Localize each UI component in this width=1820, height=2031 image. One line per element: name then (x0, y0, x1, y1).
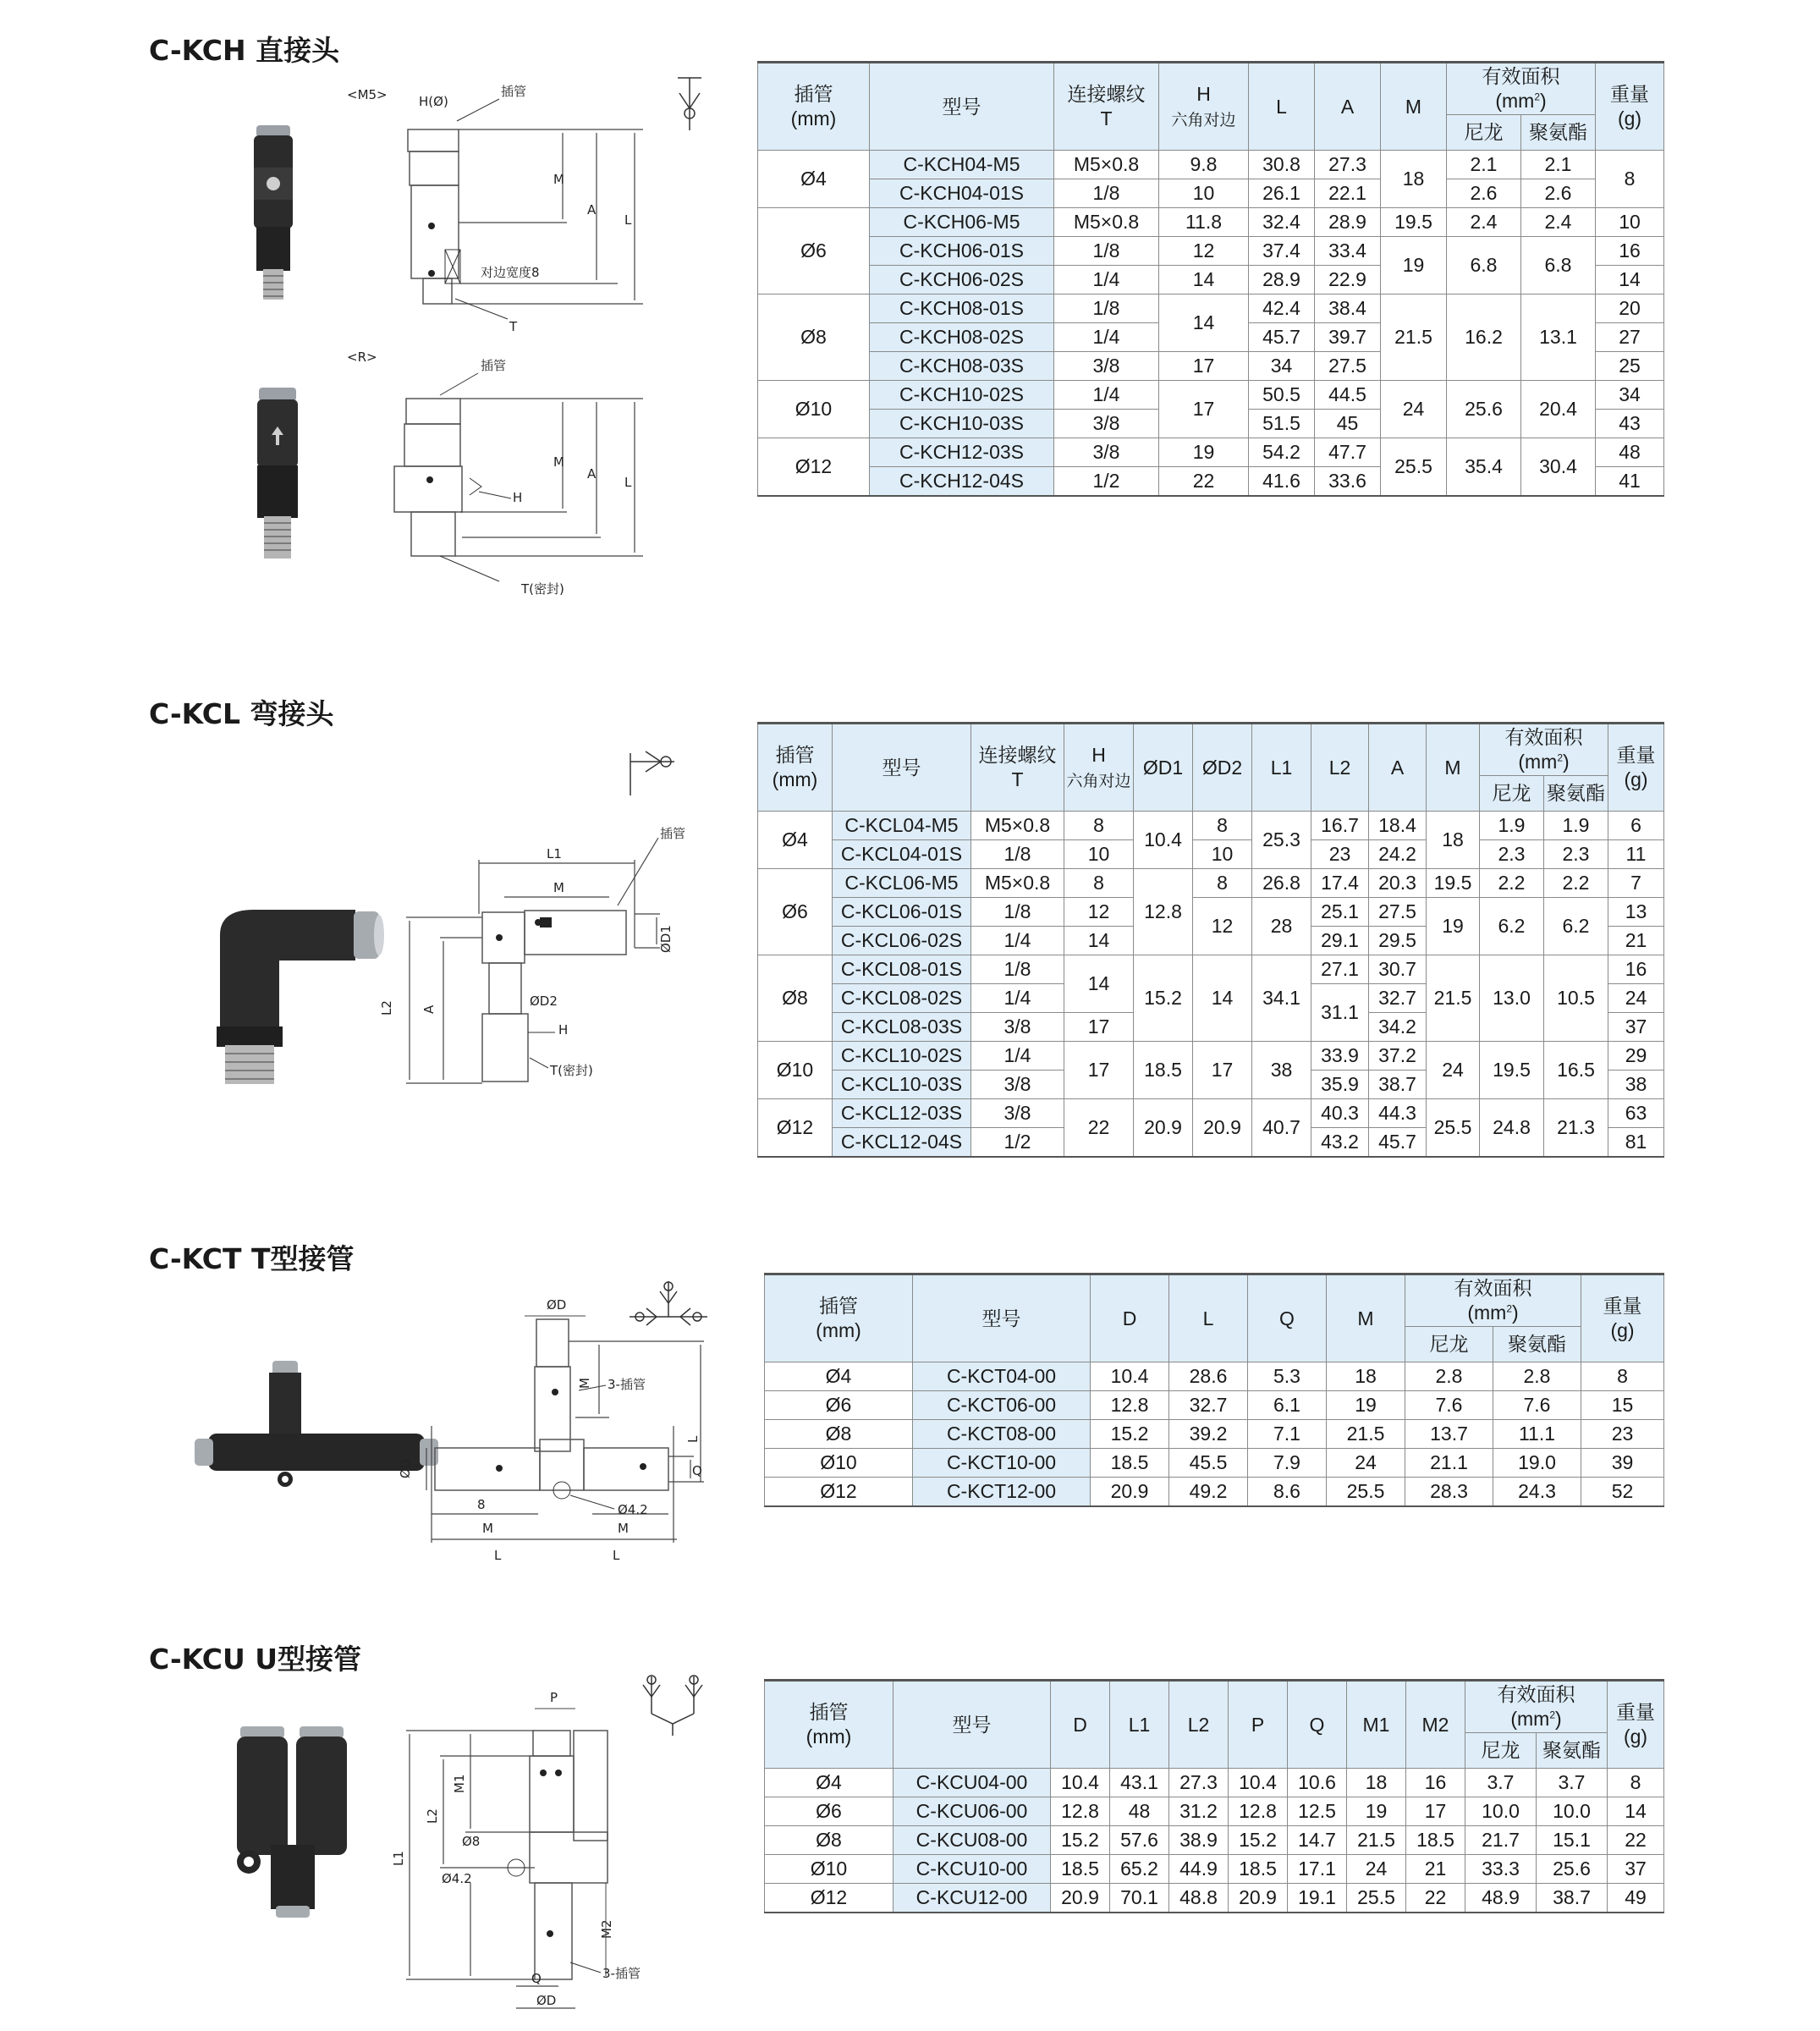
kch-h-label: H(Ø) (419, 94, 448, 109)
kch-m5-photo (250, 125, 297, 303)
table-row: Ø12 C-KCU12-00 20.9 70.1 48.8 20.9 19.1 25.5 22 48.9 38.7 49 (765, 1884, 1664, 1913)
col-tube: 插管 (mm) (765, 1274, 913, 1362)
table-row: Ø4 C-KCL04-M5 M5×0.8 8 10.4 8 25.3 16.7 18.4 18 1.9 1.9 6 (758, 812, 1664, 840)
col-q: Q (1288, 1681, 1347, 1769)
section-title-kcu: C-KCU U型接管 (149, 1643, 362, 1676)
col-l1: L1 (1110, 1681, 1169, 1769)
col-a: A (1315, 63, 1381, 151)
col-l: L (1249, 63, 1315, 151)
table-row: Ø10 C-KCT10-00 18.5 45.5 7.9 24 21.1 19.0 39 (765, 1449, 1664, 1478)
kcl-h-dim: H (558, 1022, 569, 1038)
kch-spec-table (757, 61, 1664, 497)
table-row: Ø8 C-KCL08-01S 1/8 14 15.2 14 34.1 27.1 30.7 21.5 13.0 10.5 16 (758, 955, 1664, 984)
table-row: Ø6 C-KCH06-M5 M5×0.8 11.8 32.4 28.9 19.5 2.4 2.4 10 (758, 208, 1664, 237)
table-row: Ø12 C-KCT12-00 20.9 49.2 8.6 25.5 28.3 24.3 52 (765, 1478, 1664, 1506)
col-area: 有效面积 $(mm^2)$ (1465, 1681, 1608, 1733)
kcu-l2: L2 (425, 1808, 440, 1824)
kct-m-left: M (482, 1521, 493, 1536)
col-l2: L2 (1169, 1681, 1229, 1769)
col-m: M (1327, 1274, 1405, 1362)
kcl-l2-dim: L2 (379, 1000, 394, 1015)
col-d: D (1051, 1681, 1110, 1769)
kch-l-dim: L (624, 212, 632, 228)
table-row: C-KCL06-01S 1/8 12 12 28 25.1 27.5 19 6.2 6.2 13 (758, 898, 1664, 927)
kch-r-drawing (338, 343, 660, 605)
col-a: A (1369, 724, 1427, 812)
kct-tube3: 3-插管 (608, 1377, 646, 1392)
col-l1: L1 (1252, 724, 1311, 812)
kch-t-label: T (509, 319, 518, 334)
kct-eight: 8 (477, 1497, 486, 1512)
table-row: Ø10 C-KCL10-02S 1/4 17 18.5 17 38 33.9 37.2 24 19.5 16.5 29 (758, 1042, 1664, 1071)
col-weight: 重量 (g) (1608, 724, 1664, 812)
table-row: Ø12 C-KCL12-03S 3/8 22 20.9 20.9 40.7 40.3 44.3 25.5 24.8 21.3 63 (758, 1099, 1664, 1128)
table-row: Ø4 C-KCU04-00 10.4 43.1 27.3 10.4 10.6 18 16 3.7 3.7 8 (765, 1769, 1664, 1797)
section-title-kct: C-KCT T型接管 (149, 1242, 355, 1275)
table-row: C-KCH08-03S 3/8 17 34 27.5 25 (758, 352, 1664, 381)
kch-r-l-dim: L (624, 475, 632, 490)
col-model: 型号 (870, 63, 1054, 151)
kct-l-right: L (613, 1548, 620, 1563)
kcl-l1-dim: L1 (547, 846, 562, 861)
table-row: Ø6 C-KCL06-M5 M5×0.8 8 12.8 8 26.8 17.4 20.3 19.5 2.2 2.2 7 (758, 869, 1664, 898)
col-l2: L2 (1311, 724, 1369, 812)
kct-q: Q (692, 1463, 702, 1478)
kch-a-dim: A (587, 202, 597, 217)
kcu-l1: L1 (391, 1851, 406, 1866)
section-title-kcl: C-KCL 弯接头 (149, 697, 334, 730)
kct-hole: Ø4.2 (618, 1502, 648, 1517)
col-tube: 插管 (mm) (765, 1681, 894, 1769)
kcu-p: P (550, 1690, 558, 1705)
kch-tube-label: 插管 (501, 84, 527, 99)
col-thread: 连接螺纹 T (1054, 63, 1159, 151)
kcl-m-dim: M (553, 880, 564, 895)
col-area: 有效面积 $(mm^2)$ (1447, 63, 1596, 115)
kch-m5-label: <M5> (347, 87, 388, 102)
table-row: Ø6 C-KCT06-00 12.8 32.7 6.1 19 7.6 7.6 15 (765, 1391, 1664, 1420)
col-nylon: 尼龙 (1480, 776, 1544, 812)
kct-d-left: ØD (398, 1458, 413, 1478)
kcl-t-seal: T(密封) (550, 1063, 593, 1078)
kcu-check-valve-symbol (635, 1671, 711, 1739)
table-row: C-KCL04-01S 1/8 10 10 23 24.2 2.3 2.3 11 (758, 840, 1664, 869)
kct-d-top: ØD (547, 1297, 567, 1313)
table-row: C-KCH10-03S 3/8 51.5 45 43 (758, 410, 1664, 438)
col-m: M (1381, 63, 1447, 151)
col-pu: 聚氨酯 (1544, 776, 1608, 812)
col-h: H 六角对边 (1064, 724, 1134, 812)
table-row: Ø8 C-KCH08-01S 1/8 14 42.4 38.4 21.5 16.2 13.1 20 (758, 294, 1664, 323)
col-nylon: 尼龙 (1465, 1733, 1537, 1769)
col-nylon: 尼龙 (1405, 1327, 1493, 1362)
table-row: Ø8 C-KCT08-00 15.2 39.2 7.1 21.5 13.7 11.1 23 (765, 1420, 1664, 1449)
col-q: Q (1248, 1274, 1327, 1362)
kcl-d1-dim: ØD1 (658, 925, 674, 953)
col-pu: 聚氨酯 (1537, 1733, 1608, 1769)
kcl-a-dim: A (421, 1004, 437, 1014)
kct-check-valve-symbol (626, 1278, 711, 1337)
kcu-d: ØD (536, 1993, 557, 2008)
kch-r-tube-label: 插管 (481, 358, 507, 373)
table-row: C-KCH08-02S 1/4 45.7 39.7 27 (758, 323, 1664, 352)
col-d2: ØD2 (1193, 724, 1252, 812)
kcl-d2-dim: ØD2 (530, 993, 558, 1009)
kct-spec-table (764, 1273, 1664, 1507)
col-l: L (1169, 1274, 1248, 1362)
col-pu: 聚氨酯 (1521, 115, 1596, 151)
col-tube: 插管 (mm) (758, 724, 833, 812)
col-model: 型号 (894, 1681, 1051, 1769)
table-row: Ø12 C-KCH12-03S 3/8 19 54.2 47.7 25.5 35.4 30.4 48 (758, 438, 1664, 467)
table-row: Ø4 C-KCH04-M5 M5×0.8 9.8 30.8 27.3 18 2.1 2.1 8 (758, 151, 1664, 179)
col-d1: ØD1 (1134, 724, 1193, 812)
table-row: Ø8 C-KCU08-00 15.2 57.6 38.9 15.2 14.7 21.5 18.5 21.7 15.1 22 (765, 1826, 1664, 1855)
col-m1: M1 (1347, 1681, 1406, 1769)
kch-r-h-dim: H (513, 490, 523, 505)
kcl-tube-label: 插管 (660, 826, 686, 841)
table-row: Ø10 C-KCU10-00 18.5 65.2 44.9 18.5 17.1 24 21 33.3 25.6 37 (765, 1855, 1664, 1884)
table-row: C-KCL12-04S 1/2 43.2 45.7 81 (758, 1128, 1664, 1157)
table-row: C-KCH04-01S 1/8 10 26.1 22.1 2.6 2.6 (758, 179, 1664, 208)
kcu-hole: Ø4.2 (442, 1871, 472, 1886)
col-area: 有效面积 $(mm^2)$ (1405, 1274, 1581, 1327)
col-pu: 聚氨酯 (1493, 1327, 1581, 1362)
kcu-q: Q (531, 1971, 542, 1986)
kch-r-m-dim: M (553, 454, 564, 470)
table-row: Ø4 C-KCT04-00 10.4 28.6 5.3 18 2.8 2.8 8 (765, 1362, 1664, 1391)
col-m2: M2 (1406, 1681, 1465, 1769)
col-nylon: 尼龙 (1447, 115, 1521, 151)
kch-m5-drawing (338, 80, 660, 343)
section-title-kch: C-KCH 直接头 (149, 34, 340, 67)
kch-m-dim: M (553, 172, 564, 187)
table-row: C-KCL08-03S 3/8 17 34.2 37 (758, 1013, 1664, 1042)
table-row: C-KCL08-02S 1/4 31.1 32.7 24 (758, 984, 1664, 1013)
kcl-check-valve-symbol (622, 745, 681, 804)
col-model: 型号 (833, 724, 971, 812)
table-row: Ø6 C-KCU06-00 12.8 48 31.2 12.8 12.5 19 17 10.0 10.0 14 (765, 1797, 1664, 1826)
kcu-spec-table (764, 1679, 1664, 1913)
kcu-m2: M2 (599, 1919, 614, 1939)
kch-r-photo (254, 388, 301, 565)
table-row: C-KCH06-01S 1/8 12 37.4 33.4 19 6.8 6.8 16 (758, 237, 1664, 266)
kch-across-flats: 对边宽度8 (481, 265, 540, 280)
kcl-photo (203, 901, 389, 1087)
kcu-m1: M1 (452, 1774, 467, 1793)
kch-check-valve-symbol (673, 74, 707, 134)
col-d: D (1091, 1274, 1169, 1362)
col-weight: 重量 (g) (1581, 1274, 1664, 1362)
kct-l-vert: L (685, 1435, 701, 1443)
col-area: 有效面积 $(mm^2)$ (1480, 724, 1608, 776)
kcu-tube3: 3-插管 (602, 1966, 641, 1981)
table-row: C-KCL10-03S 3/8 35.9 38.7 38 (758, 1071, 1664, 1099)
kcu-photo (228, 1726, 364, 1921)
kcl-drawing (372, 812, 711, 1100)
col-thread: 连接螺纹 T (971, 724, 1064, 812)
col-weight: 重量 (g) (1608, 1681, 1664, 1769)
col-tube: 插管 (mm) (758, 63, 870, 151)
kct-l-left: L (494, 1548, 502, 1563)
kch-r-a-dim: A (587, 466, 597, 482)
kch-r-label: <R> (347, 350, 377, 365)
kch-t-seal: T(密封) (521, 581, 564, 597)
table-row: C-KCH12-04S 1/2 22 41.6 33.6 41 (758, 467, 1664, 496)
kct-m-vert: M (577, 1378, 592, 1389)
table-row: C-KCH06-02S 1/4 14 28.9 22.9 14 (758, 266, 1664, 294)
col-model: 型号 (913, 1274, 1091, 1362)
col-h: H 六角对边 (1159, 63, 1249, 151)
table-row: C-KCL06-02S 1/4 14 29.1 29.5 21 (758, 927, 1664, 955)
table-row: Ø10 C-KCH10-02S 1/4 17 50.5 44.5 24 25.6 20.4 34 (758, 381, 1664, 410)
col-m: M (1427, 724, 1480, 812)
kcl-spec-table (757, 722, 1664, 1158)
kcu-d8: Ø8 (462, 1834, 481, 1849)
kct-m-right: M (618, 1521, 629, 1536)
col-weight: 重量 (g) (1596, 63, 1664, 151)
col-p: P (1229, 1681, 1288, 1769)
